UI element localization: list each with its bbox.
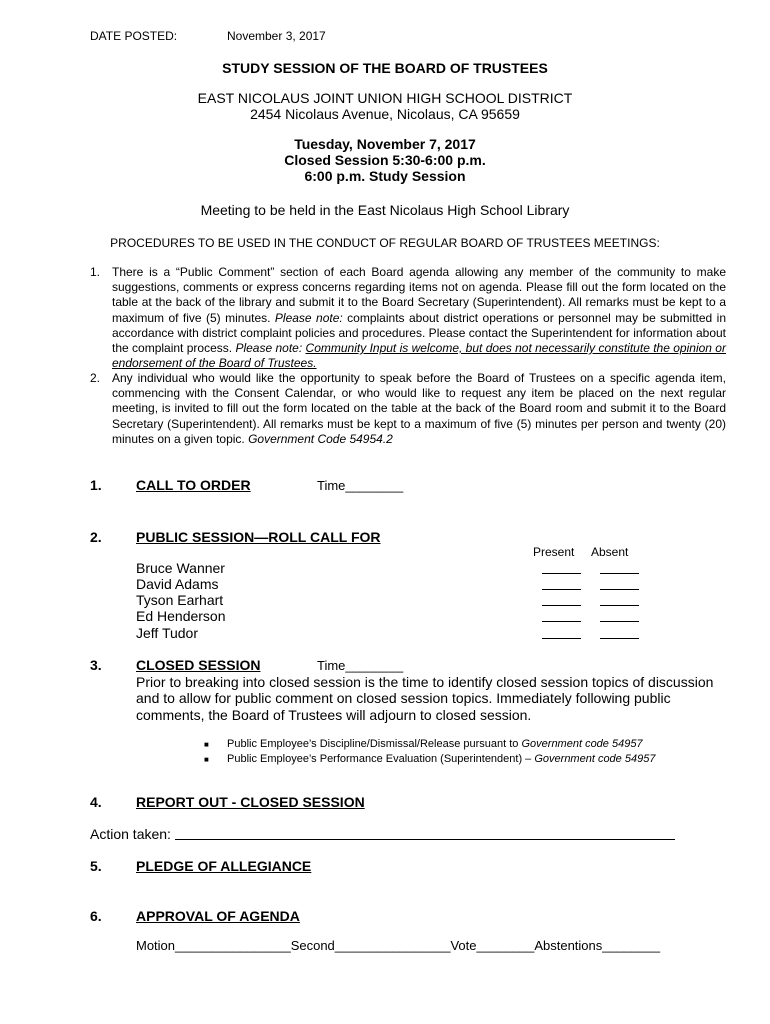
trustee-name: Ed Henderson — [136, 608, 226, 624]
agenda-number: 3. — [90, 657, 102, 673]
agenda-number: 1. — [90, 477, 102, 493]
trustee-name: David Adams — [136, 576, 219, 592]
present-blank[interactable] — [542, 605, 581, 606]
closed-session-item — [227, 753, 655, 765]
procedure-code: Government Code 54954.2 — [248, 431, 393, 446]
public-session-heading: PUBLIC SESSION—ROLL CALL FOR — [136, 529, 381, 545]
procedure-disclaimer: Community Input is welcome, but does not necessarily constitute the opinion or endorsement of the Board of Trustees. — [112, 341, 726, 371]
document-title: STUDY SESSION OF THE BOARD OF TRUSTEES — [222, 60, 548, 76]
procedure-item — [112, 265, 726, 371]
meeting-location: Meeting to be held in the East Nicolaus High School Library — [200, 202, 570, 218]
closed-session-description: comments, the Board of Trustees will adjourn to closed session. — [136, 707, 532, 723]
report-out-heading: REPORT OUT - CLOSED SESSION — [136, 794, 365, 810]
closed-session-description: and to allow for public comment on closed session topics. Immediately following public — [136, 690, 671, 706]
trustee-name: Tyson Earhart — [136, 592, 224, 608]
present-blank[interactable] — [542, 621, 581, 622]
district-address: 2454 Nicolaus Avenue, Nicolaus, CA 95659 — [250, 106, 520, 122]
present-blank[interactable] — [542, 638, 581, 639]
procedures-heading: PROCEDURES TO BE USED IN THE CONDUCT OF REGULAR BOARD OF TRUSTEES MEETINGS: — [110, 236, 660, 250]
date-posted-label: DATE POSTED: — [90, 29, 178, 43]
closed-session-item — [227, 738, 643, 750]
closed-session-item-text: Public Employee’s Discipline/Dismissal/Release pursuant to — [227, 738, 522, 750]
call-to-order-time-field[interactable]: Time________ — [317, 478, 404, 493]
absent-blank[interactable] — [600, 573, 639, 574]
absent-blank[interactable] — [600, 621, 639, 622]
absent-blank[interactable] — [600, 605, 639, 606]
procedure-number: 1. — [90, 265, 101, 279]
procedure-note: Please note: — [274, 310, 343, 325]
agenda-number: 6. — [90, 908, 102, 924]
closed-session-item-code: Government code 54957 — [521, 738, 643, 750]
trustee-name: Bruce Wanner — [136, 560, 225, 576]
agenda-number: 5. — [90, 858, 102, 874]
closed-session-item-text: Public Employee’s Performance Evaluation (Superintendent) – — [227, 753, 535, 765]
pledge-heading: PLEDGE OF ALLEGIANCE — [136, 858, 312, 874]
procedure-note: Please note: — [235, 341, 303, 356]
agenda-number: 2. — [90, 529, 102, 545]
closed-session-time: Closed Session 5:30-6:00 p.m. — [284, 152, 486, 168]
study-session-time: 6:00 p.m. Study Session — [304, 168, 466, 184]
bullet-icon: ■ — [204, 740, 209, 749]
closed-session-description: Prior to breaking into closed session is the time to identify closed session topics of discussion — [136, 674, 714, 690]
approval-of-agenda-heading: APPROVAL OF AGENDA — [136, 908, 300, 924]
closed-session-item-code: Government code 54957 — [534, 753, 656, 765]
closed-session-time-field[interactable]: Time________ — [317, 658, 404, 673]
present-blank[interactable] — [542, 589, 581, 590]
absent-blank[interactable] — [600, 638, 639, 639]
date-posted-value: November 3, 2017 — [227, 29, 326, 43]
bullet-icon: ■ — [204, 755, 209, 764]
procedure-text: complaints about district operations or personnel may be submitted in accordance with district complaint policies and procedures. Please contact the Superintendent for information about the complaint process. — [112, 310, 726, 356]
procedure-item — [112, 371, 726, 447]
trustee-name: Jeff Tudor — [136, 625, 199, 641]
present-column-label: Present — [533, 545, 575, 559]
absent-blank[interactable] — [600, 589, 639, 590]
absent-column-label: Absent — [591, 545, 629, 559]
agenda-number: 4. — [90, 794, 102, 810]
procedure-text: Any individual who would like the opportunity to speak before the Board of Trustees on a specific agenda item, commencing with the Consent Calendar, or who would like to request any item be placed on the next regular meeting, is invited to fill out the form located on the table at the back of the Board room and submit it to the Board Secretary (Superintendent). All remarks must be kept to a maximum of five (5) minutes per person and twenty (20) minutes on a given topic. — [112, 371, 726, 446]
closed-session-heading: CLOSED SESSION — [136, 657, 261, 673]
call-to-order-heading: CALL TO ORDER — [136, 477, 251, 493]
procedure-number: 2. — [90, 371, 101, 385]
present-blank[interactable] — [542, 573, 581, 574]
action-taken-label: Action taken: — [90, 826, 171, 842]
motion-vote-fields[interactable]: Motion________________Second________________Vote________Abstentions________ — [136, 938, 661, 953]
district-name: EAST NICOLAUS JOINT UNION HIGH SCHOOL DISTRICT — [197, 90, 573, 106]
procedure-text: There is a “Public Comment” section of each Board agenda allowing any member of the community to make suggestions, comments or express concerns regarding items not on agenda. Please fill out the form located on the table at the back of the library and submit it to the Board Secretary (Superintendent). All remarks must be kept to a maximum of five (5) minutes. — [112, 265, 726, 325]
action-taken-field[interactable] — [175, 839, 675, 840]
meeting-date: Tuesday, November 7, 2017 — [294, 136, 476, 152]
